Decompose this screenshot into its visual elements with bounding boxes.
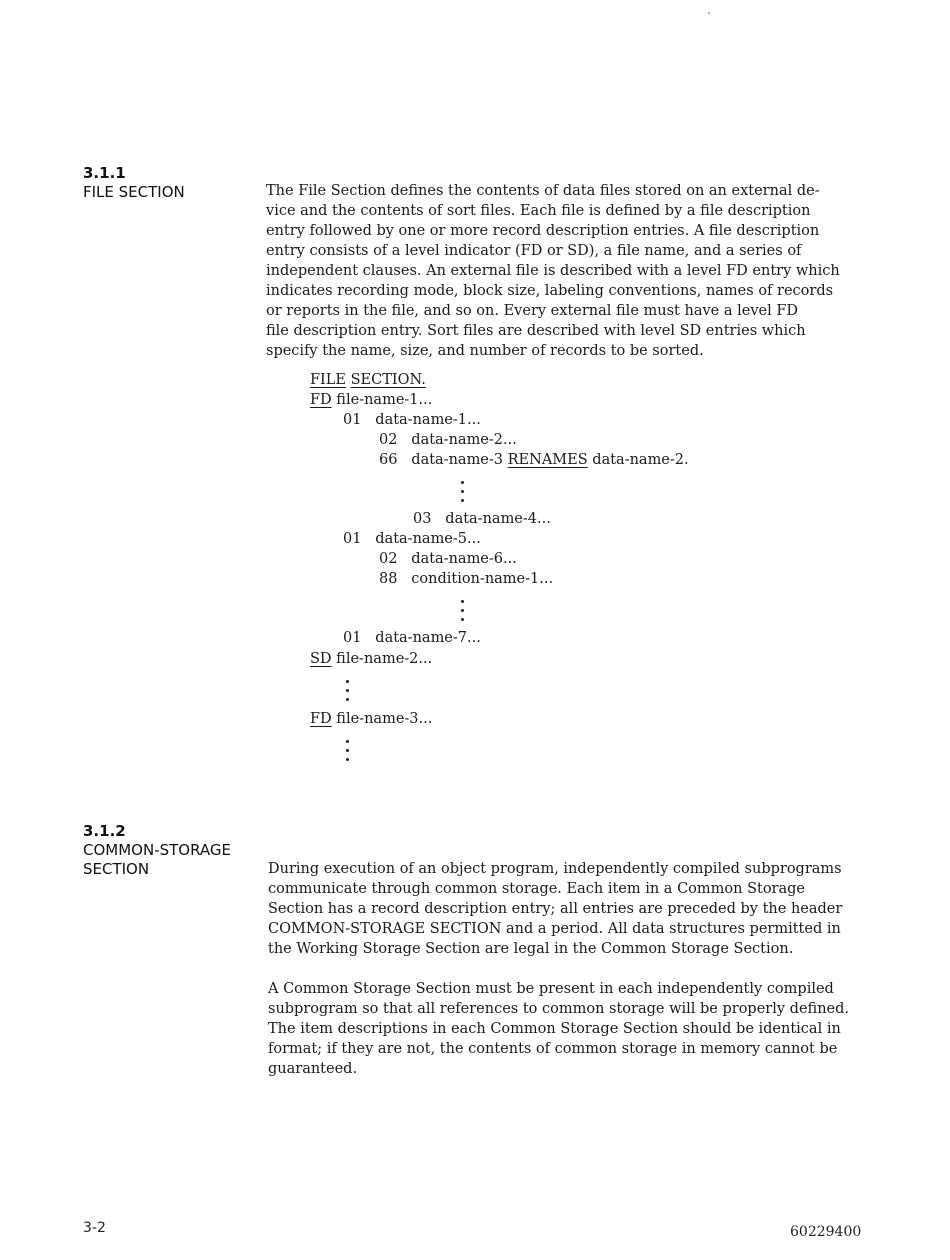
section-title-line2: SECTION	[83, 860, 150, 878]
paragraph-line: vice and the contents of sort files. Each file is defined by a file description	[266, 203, 811, 219]
skeleton-line-01c	[343, 628, 481, 648]
skeleton-line-01b	[343, 529, 481, 549]
skeleton-line-fd1	[310, 390, 432, 410]
skeleton-line-fd3	[310, 709, 432, 729]
section-3-1-1-heading	[83, 164, 185, 202]
data-name: data-name-1...	[375, 412, 481, 428]
paragraph-line: The item descriptions in each Common Storage Section should be identical in	[268, 1021, 841, 1037]
condition-name: condition-name-1...	[411, 571, 554, 587]
paragraph-line: indicates recording mode, block size, labeling conventions, names of records	[266, 283, 834, 299]
paragraph-line: During execution of an object program, independently compiled subprograms	[268, 861, 842, 877]
section-title: FILE SECTION	[83, 183, 185, 201]
level-number: 66	[379, 452, 398, 468]
paragraph-line: or reports in the file, and so on. Every external file must have a level FD	[266, 303, 799, 319]
level-number: 88	[379, 571, 398, 587]
paragraph-line: guaranteed.	[268, 1061, 358, 1077]
paragraph-line: communicate through common storage. Each item in a Common Storage	[268, 881, 805, 897]
paragraph-line: file description entry. Sort files are described with level SD entries which	[266, 323, 806, 339]
paragraph-line: the Working Storage Section are legal in the Common Storage Section.	[268, 941, 794, 957]
paragraph-line: specify the name, size, and number of records to be sorted.	[266, 343, 704, 359]
data-name: data-name-2...	[411, 432, 517, 448]
paragraph-line: independent clauses. An external file is described with a level FD entry which	[266, 263, 840, 279]
level-number: 02	[379, 432, 398, 448]
data-name: data-name-6...	[411, 551, 517, 567]
skeleton-line-02a	[379, 430, 517, 450]
data-name: data-name-3	[411, 452, 504, 468]
section-keyword: SECTION.	[350, 372, 426, 388]
paragraph-line: entry consists of a level indicator (FD or SD), a file name, and a series of	[266, 243, 802, 259]
level-number: 02	[379, 551, 398, 567]
ellipsis-vertical-icon	[344, 740, 350, 767]
section-3-1-2-heading	[83, 822, 231, 879]
file-name: file-name-2...	[336, 651, 433, 667]
scan-speck	[708, 12, 710, 14]
skeleton-line-03	[413, 509, 551, 529]
paragraph-line: Section has a record description entry; all entries are preceded by the header	[268, 901, 843, 917]
document-number: 60229400	[790, 1224, 862, 1240]
paragraph-line: COMMON-STORAGE SECTION and a period. All data structures permitted in	[268, 921, 841, 937]
paragraph-line: format; if they are not, the contents of common storage in memory cannot be	[268, 1041, 838, 1057]
file-section-paragraph	[266, 181, 840, 361]
section-number: 3.1.2	[83, 822, 126, 840]
fd-keyword: FD	[310, 711, 332, 727]
skeleton-line-66	[379, 450, 689, 470]
ellipsis-vertical-icon	[459, 600, 465, 627]
paragraph-line: subprogram so that all references to common storage will be properly defined.	[268, 1001, 850, 1017]
ellipsis-vertical-icon	[459, 481, 465, 508]
data-name: data-name-2.	[592, 452, 689, 468]
common-storage-paragraph-1	[268, 859, 842, 959]
sd-keyword: SD	[310, 651, 332, 667]
file-name: file-name-3...	[336, 711, 433, 727]
renames-keyword: RENAMES	[507, 452, 588, 468]
section-title-line1: COMMON-STORAGE	[83, 841, 232, 859]
level-number: 01	[343, 531, 362, 547]
fd-keyword: FD	[310, 392, 332, 408]
skeleton-line-88	[379, 569, 553, 589]
skeleton-line-02b	[379, 549, 517, 569]
file-name: file-name-1...	[336, 392, 433, 408]
data-name: data-name-5...	[375, 531, 481, 547]
paragraph-line: The File Section defines the contents of data files stored on an external de-	[266, 183, 820, 199]
skeleton-line-file-section	[310, 370, 426, 390]
data-name: data-name-4...	[445, 511, 551, 527]
level-number: 03	[413, 511, 432, 527]
level-number: 01	[343, 630, 362, 646]
skeleton-line-01a	[343, 410, 481, 430]
paragraph-line: A Common Storage Section must be present in each independently compiled	[268, 981, 834, 997]
common-storage-paragraph-2	[268, 979, 849, 1079]
level-number: 01	[343, 412, 362, 428]
paragraph-line: entry followed by one or more record description entries. A file description	[266, 223, 820, 239]
section-number: 3.1.1	[83, 164, 126, 182]
page-number: 3-2	[83, 1220, 106, 1236]
ellipsis-vertical-icon	[344, 680, 350, 707]
data-name: data-name-7...	[375, 630, 481, 646]
file-keyword: FILE	[310, 372, 347, 388]
skeleton-line-sd	[310, 649, 432, 669]
